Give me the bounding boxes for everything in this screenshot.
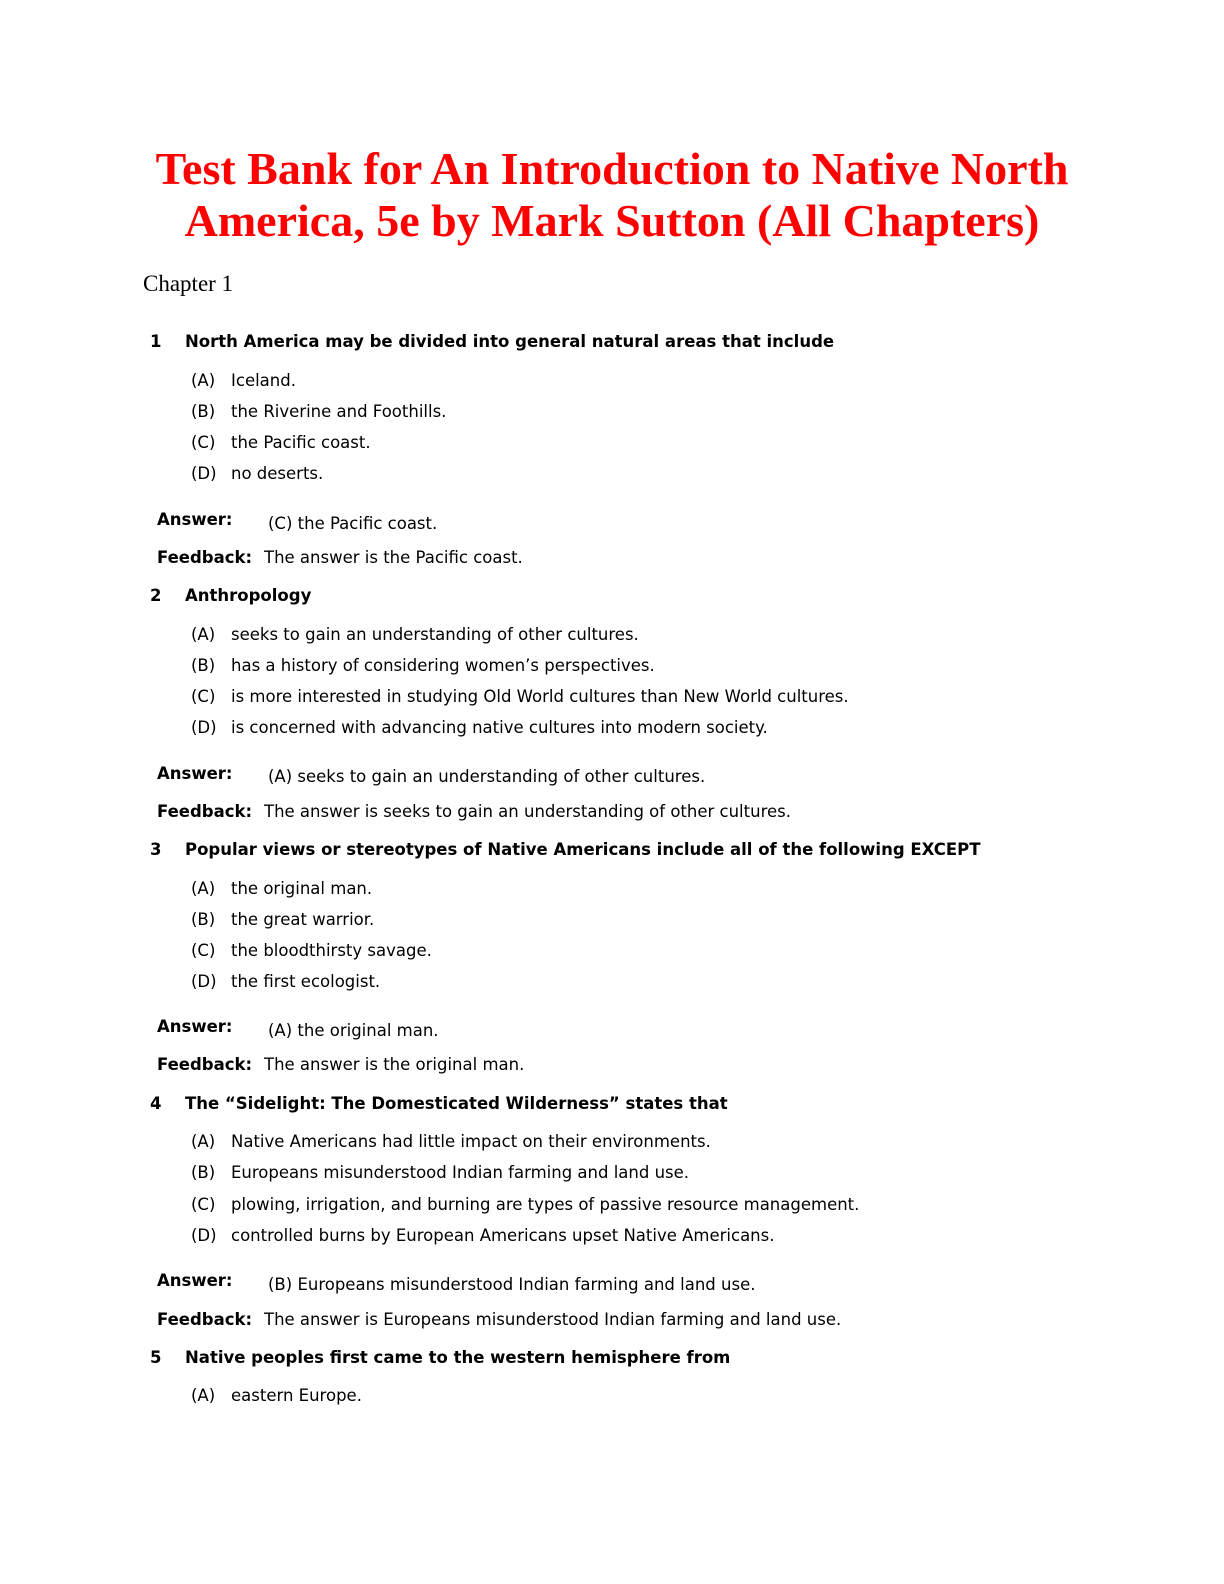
- question-number: 3: [150, 840, 162, 859]
- option-letter: (D): [191, 718, 217, 737]
- answer-label: Answer:: [157, 1017, 233, 1036]
- option-letter: (A): [191, 1132, 216, 1151]
- option-letter: (D): [191, 972, 217, 991]
- answer-label: Answer:: [157, 764, 233, 783]
- feedback-label: Feedback:: [157, 802, 253, 821]
- option-letter: (D): [191, 464, 217, 483]
- question-number: 2: [150, 586, 162, 605]
- option-text: has a history of considering women’s perspectives.: [231, 656, 655, 675]
- question-text: North America may be divided into general natural areas that include: [185, 332, 835, 351]
- option-letter: (C): [191, 433, 216, 452]
- feedback-text: The answer is Europeans misunderstood Indian farming and land use.: [264, 1310, 842, 1329]
- answer-text: (B) Europeans misunderstood Indian farming and land use.: [268, 1275, 756, 1294]
- option-letter: (A): [191, 371, 216, 390]
- question-text: The “Sidelight: The Domesticated Wilderness” states that: [185, 1094, 728, 1113]
- option-text: controlled burns by European Americans upset Native Americans.: [231, 1226, 775, 1245]
- feedback-label: Feedback:: [157, 1055, 253, 1074]
- option-letter: (A): [191, 879, 216, 898]
- answer-text: (A) seeks to gain an understanding of other cultures.: [268, 767, 706, 786]
- option-letter: (A): [191, 625, 216, 644]
- question-text: Popular views or stereotypes of Native Americans include all of the following EXCEPT: [185, 840, 981, 859]
- question-text: Native peoples first came to the western hemisphere from: [185, 1348, 731, 1367]
- option-text: plowing, irrigation, and burning are types of passive resource management.: [231, 1195, 860, 1214]
- chapter-heading: Chapter 1: [143, 271, 234, 296]
- question-text: Anthropology: [185, 586, 312, 605]
- option-letter: (A): [191, 1386, 216, 1405]
- option-text: the great warrior.: [231, 910, 375, 929]
- answer-label: Answer:: [157, 510, 233, 529]
- option-letter: (B): [191, 910, 216, 929]
- option-text: the original man.: [231, 879, 373, 898]
- feedback-label: Feedback:: [157, 548, 253, 567]
- answer-text: (A) the original man.: [268, 1021, 439, 1040]
- option-text: the bloodthirsty savage.: [231, 941, 432, 960]
- feedback-text: The answer is the Pacific coast.: [264, 548, 523, 567]
- feedback-text: The answer is seeks to gain an understanding of other cultures.: [264, 802, 791, 821]
- answer-text: (C) the Pacific coast.: [268, 514, 438, 533]
- feedback-label: Feedback:: [157, 1310, 253, 1329]
- option-text: Iceland.: [231, 371, 296, 390]
- title-line-2: America, 5e by Mark Sutton (All Chapters): [184, 195, 1040, 246]
- option-letter: (B): [191, 656, 216, 675]
- title-line-1: Test Bank for An Introduction to Native North: [155, 143, 1069, 194]
- option-letter: (C): [191, 687, 216, 706]
- question-number: 1: [150, 332, 162, 351]
- option-text: the Pacific coast.: [231, 433, 371, 452]
- option-text: is concerned with advancing native cultures into modern society.: [231, 718, 768, 737]
- option-text: Europeans misunderstood Indian farming and land use.: [231, 1163, 690, 1182]
- option-letter: (C): [191, 1195, 216, 1214]
- option-letter: (B): [191, 1163, 216, 1182]
- answer-label: Answer:: [157, 1271, 233, 1290]
- feedback-text: The answer is the original man.: [264, 1055, 525, 1074]
- option-text: Native Americans had little impact on their environments.: [231, 1132, 711, 1151]
- option-letter: (C): [191, 941, 216, 960]
- option-text: is more interested in studying Old World cultures than New World cultures.: [231, 687, 849, 706]
- option-text: the Riverine and Foothills.: [231, 402, 447, 421]
- option-text: seeks to gain an understanding of other cultures.: [231, 625, 639, 644]
- option-letter: (B): [191, 402, 216, 421]
- question-number: 4: [150, 1094, 162, 1113]
- question-number: 5: [150, 1348, 162, 1367]
- option-letter: (D): [191, 1226, 217, 1245]
- option-text: no deserts.: [231, 464, 324, 483]
- document-title: [0, 143, 1224, 247]
- option-text: the first ecologist.: [231, 972, 381, 991]
- option-text: eastern Europe.: [231, 1386, 362, 1405]
